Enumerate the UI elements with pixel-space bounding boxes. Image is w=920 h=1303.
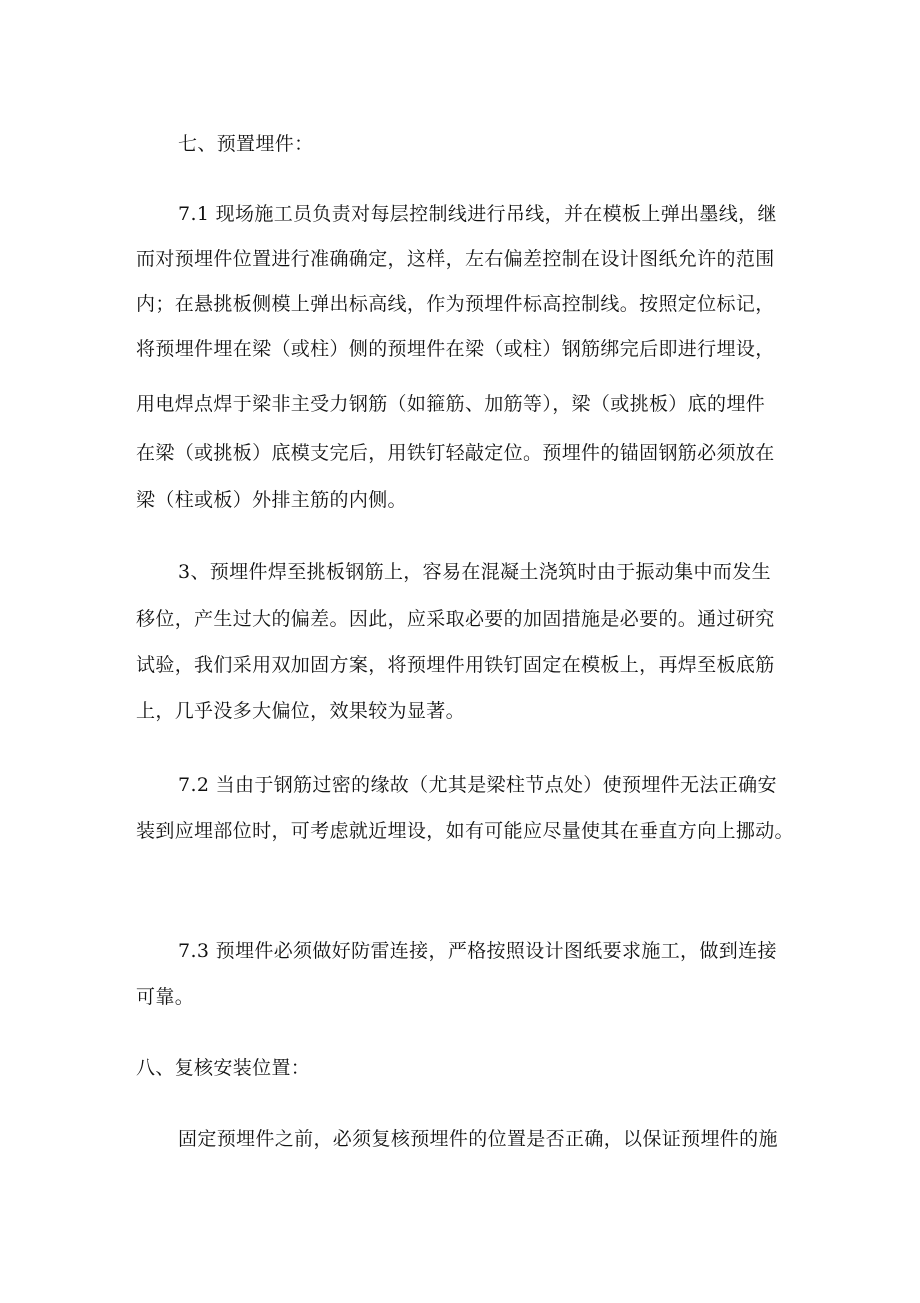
paragraph-7-3-line: 可靠。 [136,986,195,1008]
paragraph-7-2-line: 装到应埋部位时，可考虑就近埋设，如有可能应尽量使其在垂直方向上挪动。 [136,820,794,842]
paragraph-3-line: 移位，产生过大的偏差。因此，应采取必要的加固措施是必要的。通过研究 [136,608,775,630]
paragraph-7-1-line: 7.1 现场施工员负责对每层控制线进行吊线，并在模板上弹出墨线，继 [178,203,777,225]
section-8-paragraph-line: 固定预埋件之前，必须复核预埋件的位置是否正确，以保证预埋件的施 [178,1128,778,1150]
paragraph-3-line: 试验，我们采用双加固方案，将预埋件用铁钉固定在模板上，再焊至板底筋 [136,654,775,676]
paragraph-3-line: 3、预埋件焊至挑板钢筋上，容易在混凝土浇筑时由于振动集中而发生 [178,561,771,583]
paragraph-7-1-line: 用电焊点焊于梁非主受力钢筋（如箍筋、加筋等），梁（或挑板）底的埋件 [136,393,766,415]
paragraph-7-1-line: 在梁（或挑板）底模支完后，用铁钉轻敲定位。预埋件的锚固钢筋必须放在 [136,442,775,464]
paragraph-7-3-line: 7.3 预埋件必须做好防雷连接，严格按照设计图纸要求施工，做到连接 [178,940,777,962]
paragraph-7-2-line: 7.2 当由于钢筋过密的缘故（尤其是梁柱节点处）使预埋件无法正确安 [178,774,777,796]
paragraph-7-1-line: 梁（柱或板）外排主筋的内侧。 [136,489,407,511]
paragraph-7-1-line: 内；在悬挑板侧模上弹出标高线，作为预埋件标高控制线。按照定位标记， [136,293,775,315]
paragraph-7-1-line: 将预埋件埋在梁（或柱）侧的预埋件在梁（或柱）钢筋绑完后即进行埋设， [136,338,775,360]
paragraph-7-1-line: 而对预埋件位置进行准确确定，这样，左右偏差控制在设计图纸允许的范围 [136,248,775,270]
section-7-heading: 七、预置埋件： [178,133,314,155]
paragraph-3-line: 上，几乎没多大偏位，效果较为显著。 [136,700,465,722]
section-8-heading: 八、复核安装位置： [136,1057,311,1079]
